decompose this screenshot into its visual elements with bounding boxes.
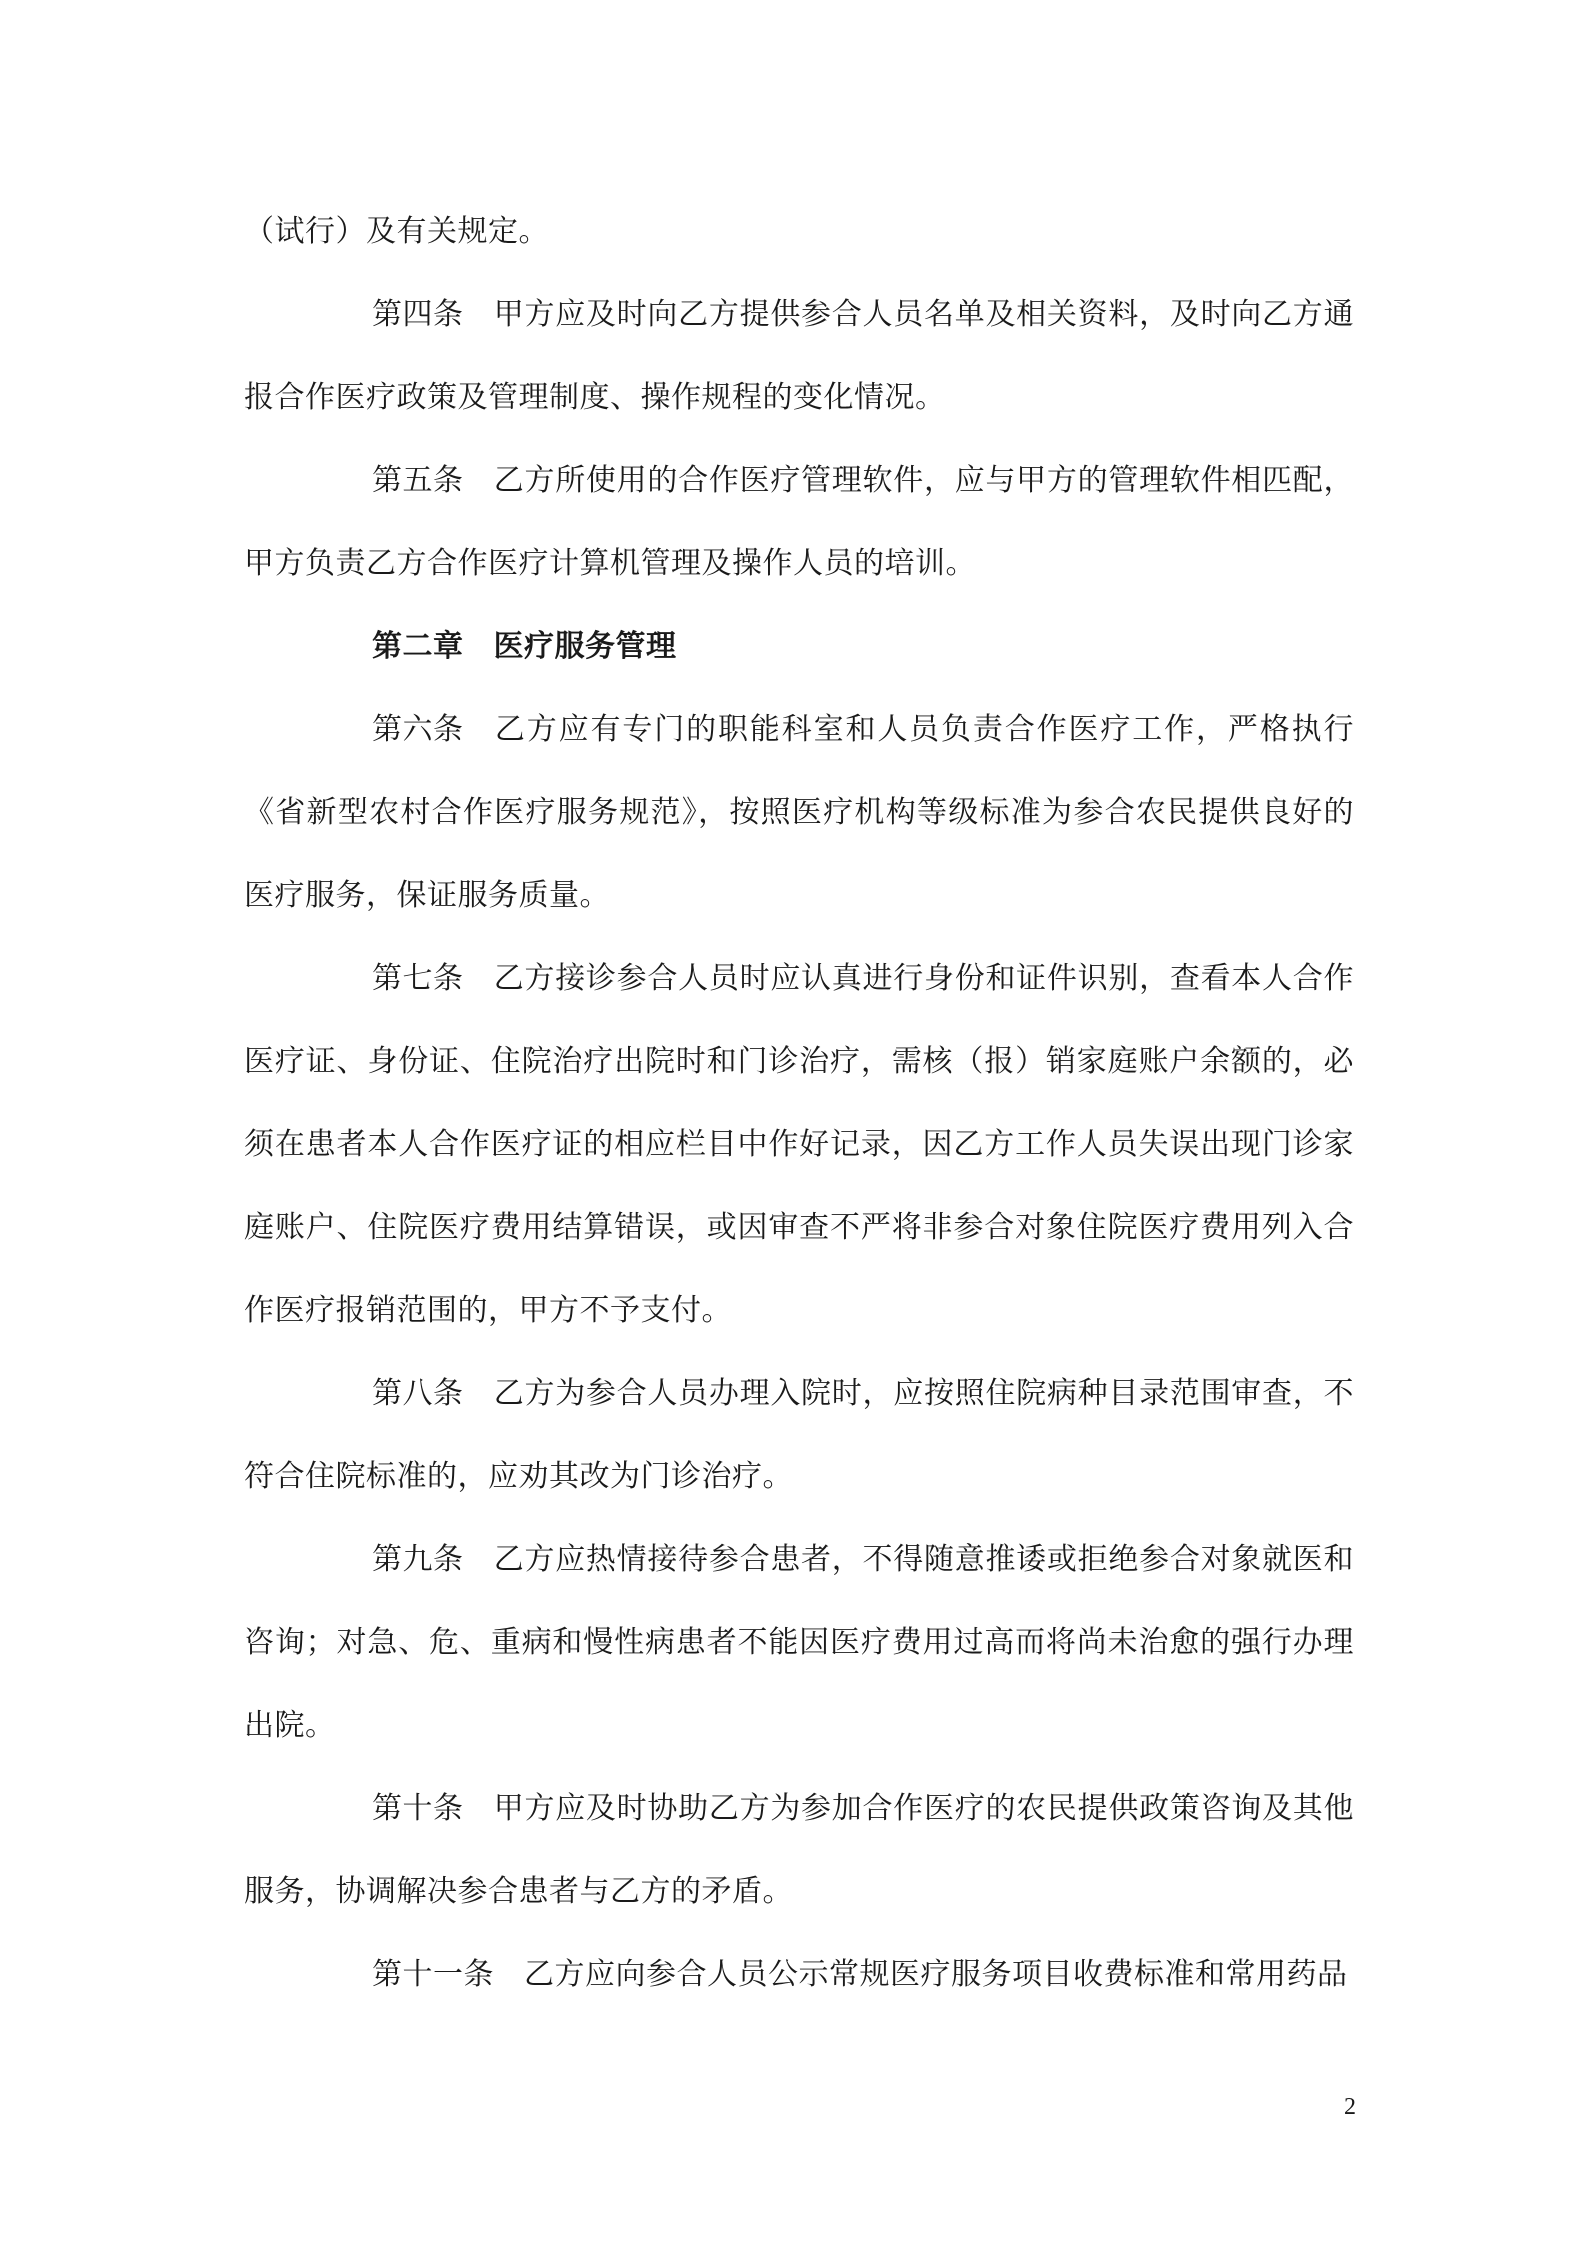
chapter-heading [244, 605, 1354, 688]
article-label: 第五条 [372, 463, 464, 498]
article-9 [244, 1518, 1354, 1767]
article-label: 第十条 [372, 1791, 464, 1826]
chapter-title: 医疗服务管理 [493, 629, 677, 664]
article-8 [244, 1352, 1354, 1518]
chapter-label: 第二章 [372, 629, 464, 664]
article-label: 第六条 [372, 712, 464, 747]
article-10 [244, 1767, 1354, 1933]
article-label: 第八条 [372, 1376, 464, 1411]
article-text: 乙方所使用的合作医疗管理软件，应与甲方的管理软件相匹配，甲方负责乙方合作医疗计算机管理及操作人员的培训。 [244, 463, 1354, 581]
article-text: 乙方应有专门的职能科室和人员负责合作医疗工作，严格执行《省新型农村合作医疗服务规范》，按照医疗机构等级标准为参合农民提供良好的医疗服务，保证服务质量。 [244, 712, 1354, 913]
article-text: 乙方应热情接待参合患者，不得随意推诿或拒绝参合对象就医和咨询；对急、危、重病和慢性病患者不能因医疗费用过高而将尚未治愈的强行办理出院。 [244, 1542, 1354, 1743]
article-5 [244, 439, 1354, 605]
paragraph-continuation [244, 190, 1354, 273]
article-text: 甲方应及时向乙方提供参合人员名单及相关资料，及时向乙方通报合作医疗政策及管理制度、操作规程的变化情况。 [244, 297, 1354, 415]
article-label: 第七条 [372, 961, 464, 996]
article-label: 第九条 [372, 1542, 464, 1577]
document-body [244, 190, 1354, 2016]
article-7 [244, 937, 1354, 1352]
article-text: 乙方为参合人员办理入院时，应按照住院病种目录范围审查，不符合住院标准的，应劝其改为门诊治疗。 [244, 1376, 1354, 1494]
article-text: 甲方应及时协助乙方为参加合作医疗的农民提供政策咨询及其他服务，协调解决参合患者与乙方的矛盾。 [244, 1791, 1354, 1909]
article-text: 乙方应向参合人员公示常规医疗服务项目收费标准和常用药品 [524, 1957, 1348, 1992]
article-label: 第四条 [372, 297, 464, 332]
page-number: 2 [1344, 2094, 1356, 2120]
paragraph-text: （试行）及有关规定。 [244, 214, 549, 249]
article-label: 第十一条 [372, 1957, 494, 1992]
article-11 [244, 1933, 1354, 2016]
article-4 [244, 273, 1354, 439]
article-6 [244, 688, 1354, 937]
article-text: 乙方接诊参合人员时应认真进行身份和证件识别，查看本人合作医疗证、身份证、住院治疗出院时和门诊治疗，需核（报）销家庭账户余额的，必须在患者本人合作医疗证的相应栏目中作好记录，因乙方工作人员失误出现门诊家庭账户、住院医疗费用结算错误，或因审查不严将非参合对象住院医疗费用列入合作医疗报销范围的，甲方不予支付。 [244, 961, 1354, 1328]
